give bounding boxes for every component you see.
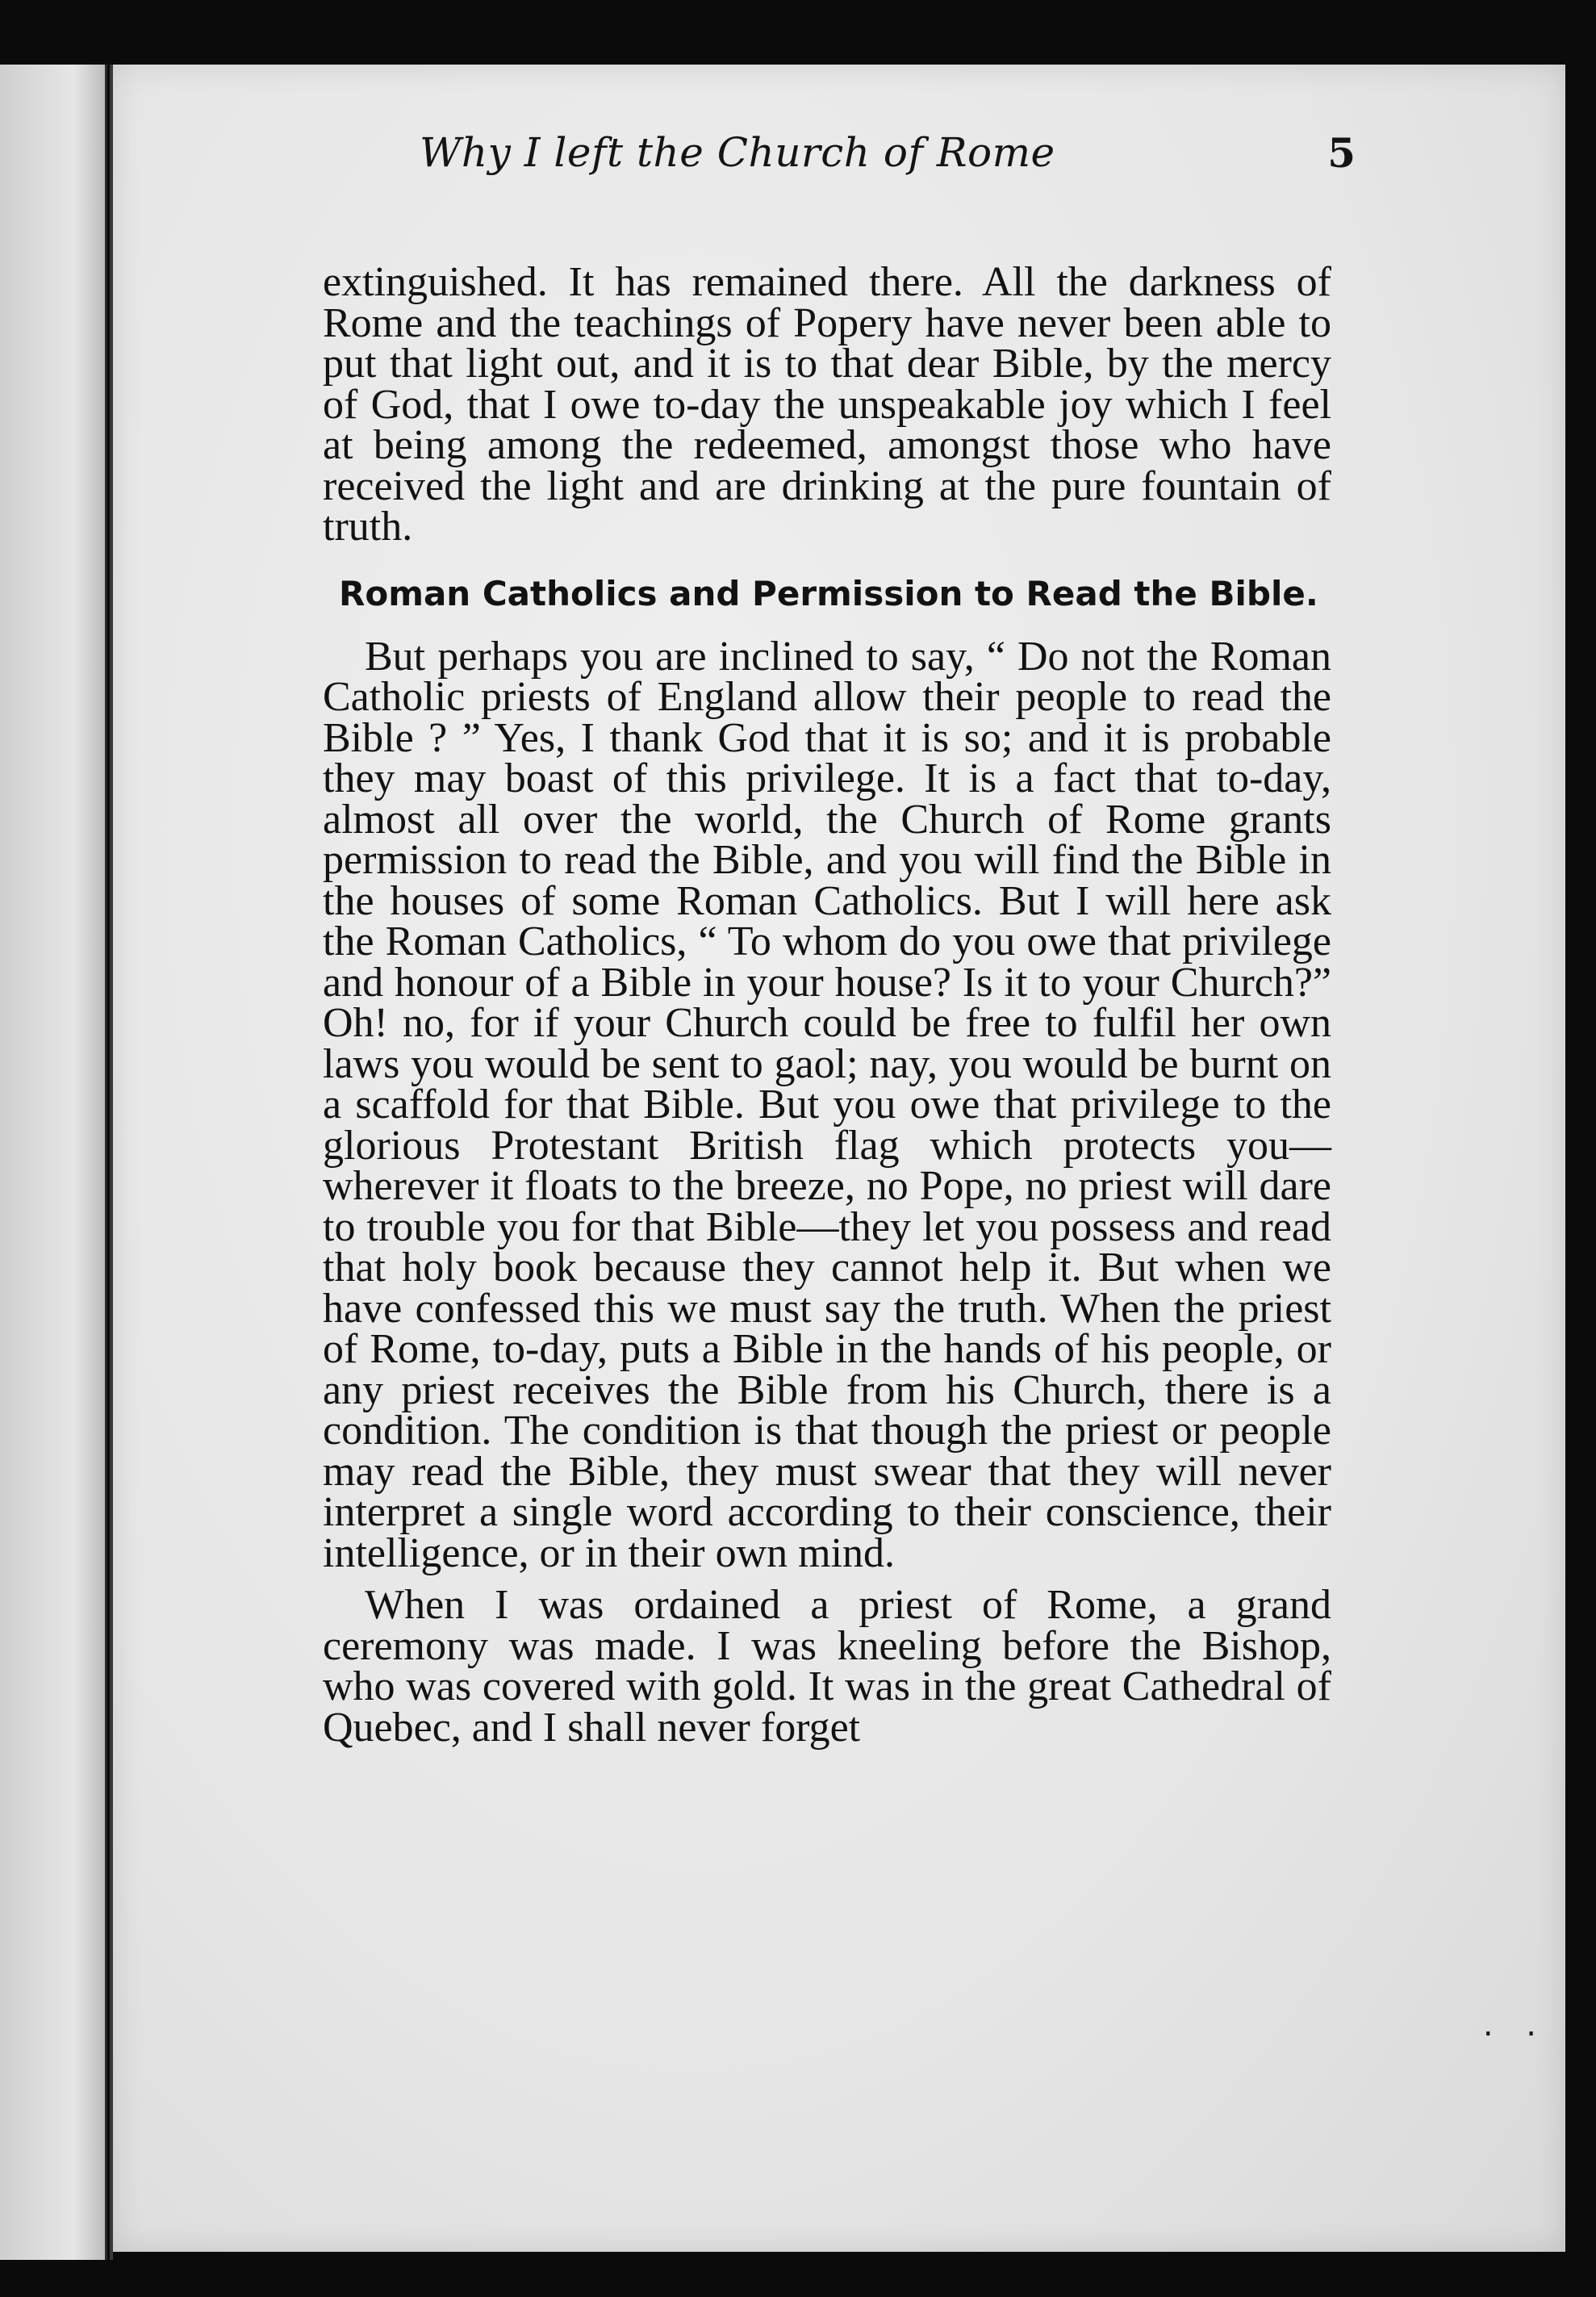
margin-dots: . . (1482, 2006, 1548, 2044)
paragraph-3: When I was ordained a priest of Rome, a grand ceremony was made. I was kneeling before the Bishop, who was covered with gold. It was in the great Cathedral of Quebec, and I shall never forget (323, 1582, 1331, 1751)
page-body (323, 259, 1331, 1751)
running-title: Why I left the Church of Rome (420, 129, 1055, 176)
paragraph-1: extinguished. It has remained there. All the darkness of Rome and the teachings of Popery have never been able to put that light out, and it is to that dear Bible, by the mercy of God, that I owe to-day the unspeakable joy which I feel at being among the redeemed, amongst those who have received the light and are drinking at the pure fountain of truth. (323, 259, 1331, 550)
page-header (420, 129, 1356, 194)
left-page-edge (0, 65, 107, 2260)
section-heading: Roman Catholics and Permission to Read the Bible. (339, 573, 1318, 613)
paragraph-2: But perhaps you are inclined to say, “ Do not the Roman Catholic priests of England allow their people to read the Bible ? ” Yes, I thank God that it is so; and it is probable they may boast of this privilege. It is a fact that to-day, almost all over the world, the Church of Rome grants permission to read the Bible, and you will find the Bible in the houses of some Roman Catholics. But I will here ask the Roman Catholics, “ To whom do you owe that privilege and honour of a Bible in your house? Is it to your Church?” Oh! no, for if your Church could be free to fulfil her own laws you would be sent to gaol; nay, you would be burnt on a scaffold for that Bible. But you owe that privilege to the glorious Protestant British flag which protects you—wherever it floats to the breeze, no Pope, no priest will dare to trouble you for that Bible—they let you possess and read that holy book because they cannot help it. But when we have confessed this we must say the truth. When the priest of Rome, to-day, puts a Bible in the hands of his people, or any priest receives the Bible from his Church, there is a condition. The condition is that though the priest or people may read the Bible, they must swear that they will never interpret a single word according to their conscience, their intelligence, or in their own mind. (323, 633, 1331, 1576)
page-number: 5 (1327, 129, 1356, 177)
